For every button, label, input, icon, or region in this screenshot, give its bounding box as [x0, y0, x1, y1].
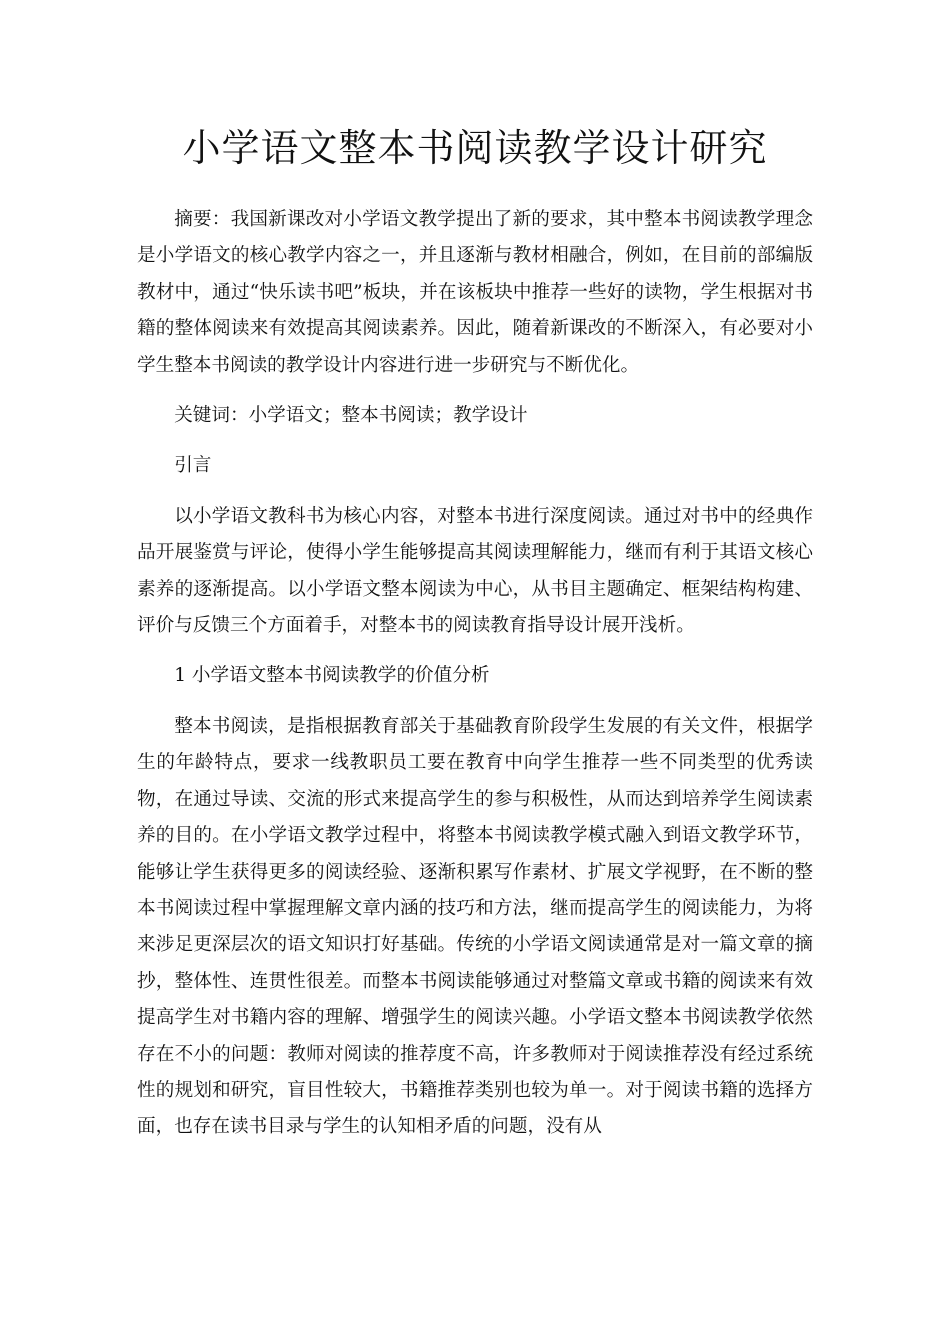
intro-paragraph: 以小学语文教科书为核心内容，对整本书进行深度阅读。通过对书中的经典作品开展鉴赏与评论，使得小学生能够提高其阅读理解能力，继而有利于其语文核心素养的逐渐提高。以小学语文整本阅读为中心，从书目主题确定、框架结构构建、评价与反馈三个方面着手，对整本书的阅读教育指导设计展开浅析。: [137, 505, 813, 637]
intro-heading: 引言: [174, 455, 212, 477]
document-title: 小学语文整本书阅读教学设计研究: [182, 126, 768, 170]
document-body: [137, 202, 813, 1146]
section-1-paragraph: 整本书阅读，是指根据教育部关于基础教育阶段学生发展的有关文件，根据学生的年龄特点，要求一线教职员工要在教育中向学生推荐一些不同类型的优秀读物，在通过导读、交流的形式来提高学生的参与积极性，从而达到培养学生阅读素养的目的。在小学语文教学过程中，将整本书阅读教学模式融入到语文教学环节，能够让学生获得更多的阅读经验、逐渐积累写作素材、扩展文学视野，在不断的整本书阅读过程中掌握理解文章内涵的技巧和方法，继而提高学生的阅读能力，为将来涉足更深层次的语文知识打好基础。传统的小学语文阅读通常是对一篇文章的摘抄，整体性、连贯性很差。而整本书阅读能够通过对整篇文章或书籍的阅读来有效提高学生对书籍内容的理解、增强学生的阅读兴趣。小学语文整本书阅读教学依然存在不小的问题：教师对阅读的推荐度不高，许多教师对于阅读推荐没有经过系统性的规划和研究，盲目性较大，书籍推荐类别也较为单一。对于阅读书籍的选择方面，也存在读书目录与学生的认知相矛盾的问题，没有从: [137, 715, 813, 1138]
section-1-heading: 1 小学语文整本书阅读教学的价值分析: [174, 665, 490, 687]
keywords-line: 关键词：小学语文；整本书阅读；教学设计: [174, 405, 528, 427]
abstract-paragraph: 摘要：我国新课改对小学语文教学提出了新的要求，其中整本书阅读教学理念是小学语文的核心教学内容之一，并且逐渐与教材相融合，例如，在目前的部编版教材中，通过“快乐读书吧”板块，并在该板块中推荐一些好的读物，学生根据对书籍的整体阅读来有效提高其阅读素养。因此，随着新课改的不断深入，有必要对小学生整本书阅读的教学设计内容进行进一步研究与不断优化。: [137, 209, 813, 376]
